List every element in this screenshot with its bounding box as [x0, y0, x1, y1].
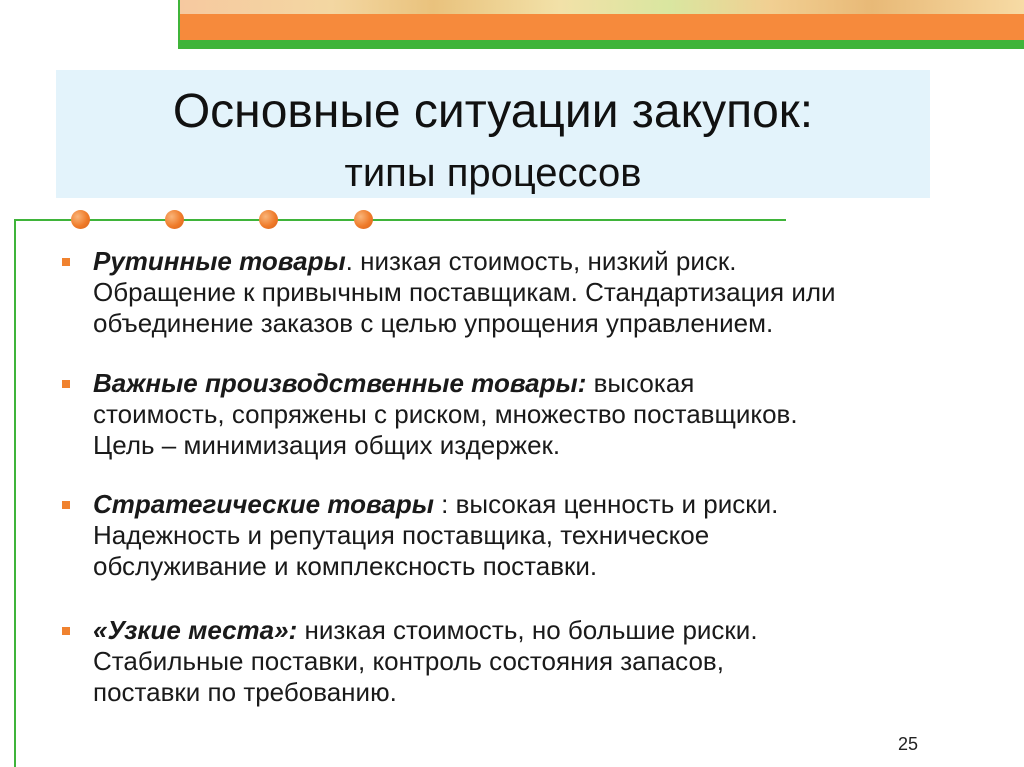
bullet-desc: высокая [586, 368, 695, 398]
bullet-desc: низкая стоимость, но большие риски. [297, 615, 758, 645]
bullet-term: Рутинные товары [93, 246, 346, 276]
slide-title: Основные ситуации закупок: [172, 85, 814, 138]
bullet-marker [62, 627, 70, 635]
bullet-text [93, 615, 993, 708]
header-green-bar [180, 40, 1024, 49]
bullet-desc: Стабильные поставки, контроль состояния запасов, [93, 646, 724, 676]
bullet-marker [62, 501, 70, 509]
header-photo-strip [180, 0, 1024, 14]
decor-dot [71, 210, 90, 229]
bullet-term: «Узкие места»: [93, 615, 298, 645]
header-divider-line [178, 0, 180, 49]
frame-vertical-line [14, 219, 16, 767]
decor-dot [354, 210, 373, 229]
decor-dot [259, 210, 278, 229]
bullet-marker [62, 380, 70, 388]
bullet-desc: обслуживание и комплексность поставки. [93, 551, 598, 581]
header-orange-bar [180, 14, 1024, 40]
bullet-text [93, 368, 993, 461]
bullet-desc: : высокая ценность и риски. [433, 489, 779, 519]
bullet-desc: стоимость, сопряжены с риском, множество поставщиков. [93, 399, 798, 429]
bullet-desc: . низкая стоимость, низкий риск. [345, 246, 737, 276]
bullet-desc: Цель – минимизация общих издержек. [93, 430, 561, 460]
bullet-desc: Надежность и репутация поставщика, техническое [93, 520, 710, 550]
bullet-marker [62, 258, 70, 266]
decor-dot [165, 210, 184, 229]
bullet-desc: Обращение к привычным поставщикам. Стандартизация или [93, 277, 836, 307]
bullet-desc: поставки по требованию. [93, 677, 397, 707]
bullet-text [93, 246, 993, 339]
page-number: 25 [898, 734, 919, 754]
bullet-term: Важные производственные товары: [93, 368, 587, 398]
bullet-text [93, 489, 993, 582]
bullet-desc: объединение заказов с целью упрощения управлением. [93, 308, 774, 338]
slide-title-box [56, 70, 930, 198]
frame-horizontal-line [14, 219, 786, 221]
bullet-term: Стратегические товары [93, 489, 434, 519]
slide-subtitle: типы процессов [344, 151, 642, 195]
